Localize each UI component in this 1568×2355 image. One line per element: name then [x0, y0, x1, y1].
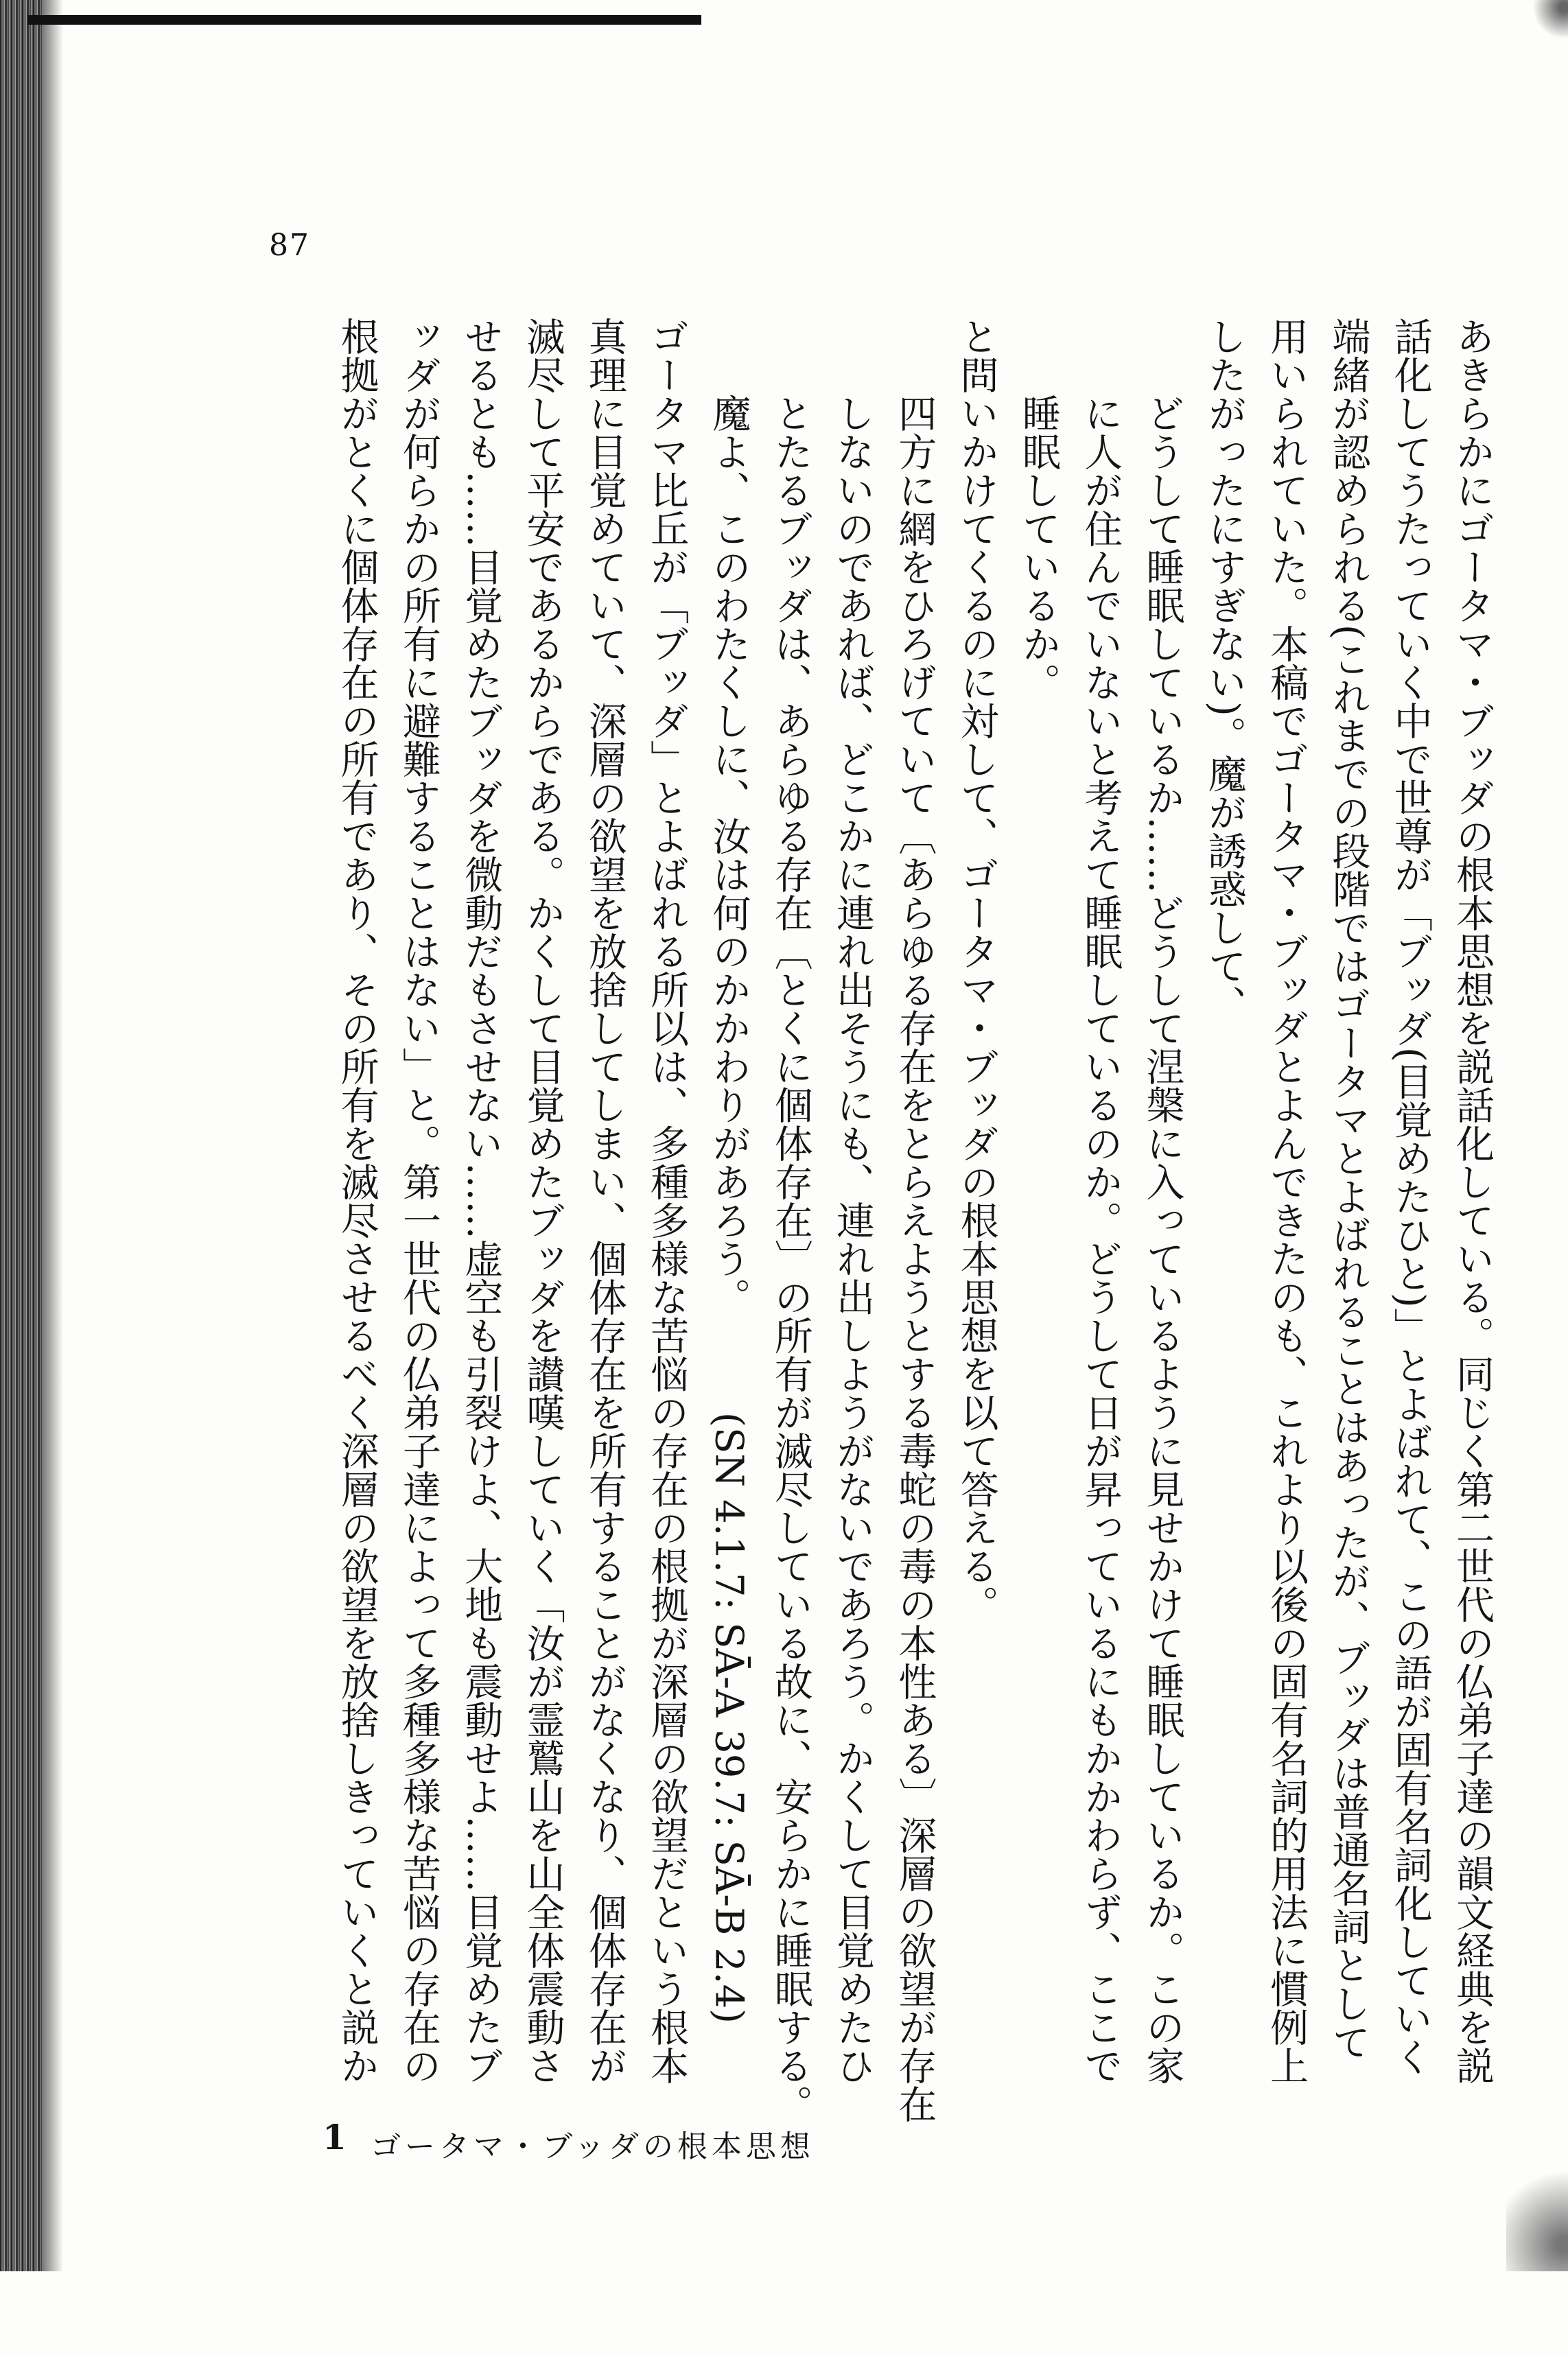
- binding-shadow: [43, 0, 63, 2271]
- text-column: 四方に網をひろげていて〔あらゆる存在をとらえようとする毒蛇の毒の本性ある〕深層の欲望が存在: [892, 394, 937, 2123]
- text-column: 魔よ、このわたくしに、汝は何のかかわりがあろう。 (SN 4.1.7: SĀ-A 39.7: SĀ-B 2.4): [706, 394, 751, 2024]
- text-column: ゴータマ比丘が「ブッダ」とよばれる所以は、多種多様な苦悩の存在の根拠が深層の欲望だという根本: [644, 317, 690, 2085]
- book-binding-edge: [0, 0, 43, 2271]
- text-column: 滅尽して平安であるからである。かくして目覚めたブッダを讃嘆していく「汝が霊鷲山を山全体震動さ: [520, 317, 565, 2085]
- top-scan-edge: [27, 15, 701, 25]
- text-column: 真理に目覚めていて、深層の欲望を放捨してしまい、個体存在を所有することがなくなり、個体存在が: [582, 317, 627, 2085]
- text-column: 根拠がとくに個体存在の所有であり、その所有を滅尽させるべく深層の欲望を放捨しきっていくと説か: [334, 317, 379, 2085]
- text-column: とたるブッダは、あらゆる存在〔とくに個体存在〕の所有が滅尽している故に、安らかに睡眠する。: [768, 394, 813, 2123]
- text-column: に人が住んでいないと考えて睡眠しているのか。どうして日が昇っているにもかかわらず、ここで: [1078, 394, 1123, 2085]
- chapter-number: 1: [323, 2117, 347, 2157]
- text-column: 端緒が認められる(これまでの段階ではゴータマとよばれることはあったが、ブッダは普通名詞として: [1326, 317, 1371, 2061]
- text-column: あきらかにゴータマ・ブッダの根本思想を説話化している。同じく第二世代の仏弟子達の韻文経典を説: [1450, 317, 1495, 2085]
- scan-artifact-top: [1527, 0, 1568, 75]
- text-column: 話化してうたっていく中で世尊が「ブッダ(目覚めたひと)」とよばれて、この語が固有名詞化していく: [1388, 317, 1433, 2076]
- body-text: [233, 317, 1503, 2355]
- text-column: せるとも……目覚めたブッダを微動だもさせない……虚空も引裂けよ、大地も震動せよ……目覚めたブ: [458, 317, 504, 2085]
- text-column: ッダが何らかの所有に避難することはない」と。第一世代の仏弟子達によって多種多様な苦悩の存在の: [396, 317, 441, 2085]
- scan-artifact-bottom: [1506, 2093, 1568, 2271]
- page-number: 87: [269, 228, 310, 263]
- text-column: どうして睡眠しているか……どうして涅槃に入っているように見せかけて睡眠しているか。この家: [1140, 394, 1185, 2085]
- text-column: 用いられていた。本稿でゴータマ・ブッダとよんできたのも、これより以後の固有名詞的用法に慣例上: [1264, 317, 1309, 2085]
- text-column: しないのであれば、どこかに連れ出そうにも、連れ出しようがないであろう。かくして目覚めたひ: [830, 394, 876, 2085]
- text-column: と問いかけてくるのに対して、ゴータマ・ブッダの根本思想を以て答える。: [954, 317, 999, 1624]
- text-column: 睡眠しているか。: [1016, 394, 1061, 701]
- text-column: したがったにすぎない)。魔が誘惑して、: [1202, 317, 1247, 1024]
- chapter-title: ゴータマ・ブッダの根本思想: [371, 2129, 815, 2164]
